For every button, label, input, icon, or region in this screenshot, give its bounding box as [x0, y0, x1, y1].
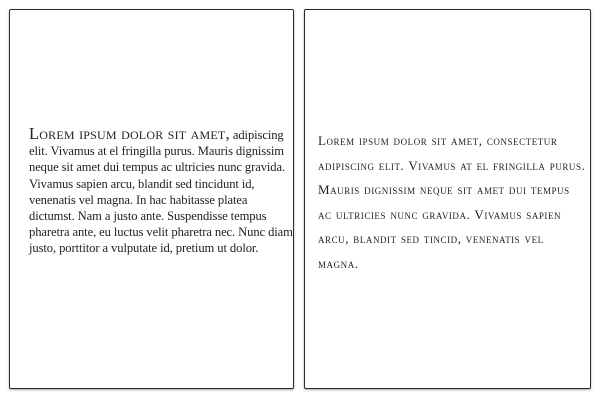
right-text-panel [304, 9, 591, 389]
left-paragraph [29, 126, 293, 257]
left-text-panel [9, 9, 294, 389]
left-lead-in: Lorem ipsum dolor sit amet, [29, 124, 230, 143]
right-paragraph: Lorem ipsum dolor sit amet, consectetur adipiscing elit. Vivamus at el fringilla purus. Mauris dignissim neque sit amet dui tempus ac ultricies nunc gravida. Vivamus sapien arcu, blandit sed tincid, venenatis vel magna. [318, 133, 586, 271]
left-body-text: adipiscing elit. Vivamus at el fringilla purus. Mauris dignissim neque sit amet dui tempus ac ultricies nunc gravida. Vivamus sapien arcu, blandit sed tincidunt id, venenatis vel magna. In hac habitasse platea dictumst. Nam a justo ante. Suspendisse tempus pharetra ante, eu luctus velit pharetra nec. Nunc diam justo, porttitor a vulputate id, pretium ut dolor. [29, 128, 293, 256]
